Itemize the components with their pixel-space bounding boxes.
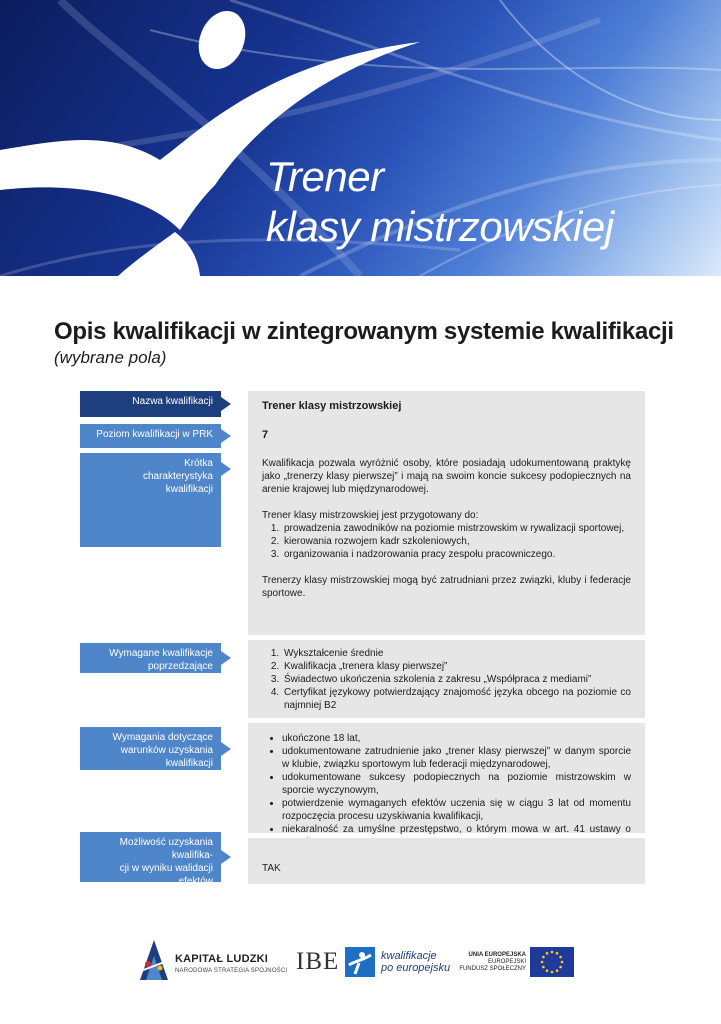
value-prk-level: 7 xyxy=(248,420,645,449)
hero-banner xyxy=(0,0,721,276)
label-line: poprzedzające xyxy=(147,661,213,672)
label-line: cji w wyniku walidacji efektów xyxy=(119,863,213,887)
label-short-description xyxy=(80,453,221,547)
kapital-ludzki-subtitle: NARODOWA STRATEGIA SPÓJNOŚCI xyxy=(175,968,288,974)
list-item: 1. Wykształcenie średnie xyxy=(282,647,631,660)
duties-list xyxy=(262,522,631,561)
ibe-logo-text: IBE xyxy=(296,948,340,975)
label-line: Krótka xyxy=(184,458,213,469)
value-validation: TAK xyxy=(248,838,645,884)
list-item: • niekaralność za umyślne przestępstwo, o którym mowa w art. 41 ustawy o xyxy=(282,823,631,849)
list-item: 2. Kwalifikacja „trenera klasy pierwszej” xyxy=(282,660,631,673)
list-item: 4. Certyfikat językowy potwierdzający znajomość języka obcego na poziomie co najmniej B2 xyxy=(282,686,631,712)
value-conditions xyxy=(248,723,645,833)
label-line: warunków uzyskania xyxy=(120,745,213,756)
label-qualification-name xyxy=(80,391,221,417)
eu-line-1: UNIA EUROPEJSKA xyxy=(468,952,526,958)
list-item: • ukończone 18 lat, xyxy=(282,732,631,745)
eu-flag-icon xyxy=(530,947,574,977)
label-validation xyxy=(80,832,221,900)
value-short-description xyxy=(248,449,645,635)
hero-title-line-2: klasy mistrzowskiej xyxy=(266,203,614,250)
list-item: • potwierdzenie wymaganych efektów uczenia się w ciągu 3 lat od momentu rozpoczęcia procesu uzyskiwania kwalifikacji, xyxy=(282,797,631,823)
list-item: • udokumentowane zatrudnienie jako „trener klasy pierwszej” w danym sporcie w klubie, związku sportowym lub federacji międzynarodowej, xyxy=(282,745,631,771)
label-line: Wymagane kwalifikacje xyxy=(109,648,213,659)
label-text: Poziom kwalifikacji w PRK xyxy=(96,429,213,440)
list-item: 3. Świadectwo ukończenia szkolenia z zakresu „Współpraca z mediami” xyxy=(282,673,631,686)
page-subtitle: (wybrane pola) xyxy=(54,348,167,367)
kwalifikacje-logo-icon xyxy=(345,947,375,977)
kpe-line-1: kwalifikacje xyxy=(381,950,437,962)
list-item: • udokumentowane sukcesy podopiecznych na poziomie mistrzowskim w sporcie wyczynowym, xyxy=(282,771,631,797)
hero-title xyxy=(266,152,614,252)
list-item: 2. kierowania rozwojem kadr szkoleniowych, xyxy=(282,535,631,548)
description-paragraph-1: Kwalifikacja pozwala wyróżnić osoby, które posiadają udokumentowaną praktykę jako „trenerzy klasy pierwszej” i mają na swoim koncie sukcesy podopiecznych na arenie krajowej lub międzynarodowej. xyxy=(262,458,631,495)
label-line: charakterystyka xyxy=(142,471,213,482)
label-conditions xyxy=(80,727,221,770)
kwalifikacje-logo-text xyxy=(381,950,450,974)
label-line: Możliwość uzyskania kwalifika- xyxy=(119,837,213,861)
value-required-qualifications xyxy=(248,640,645,718)
kapital-ludzki-logo-icon xyxy=(136,938,172,984)
label-prk-level xyxy=(80,424,221,448)
eu-line-2: EUROPEJSKI xyxy=(487,959,526,965)
conditions-list xyxy=(262,732,631,849)
page-title: Opis kwalifikacji w zintegrowanym systemie kwalifikacji xyxy=(54,318,674,345)
description-paragraph-3: Trenerzy klasy mistrzowskiej mogą być zatrudniani przez związki, kluby i federacje sportowe. xyxy=(262,575,631,599)
required-list xyxy=(262,647,631,712)
kpe-line-2: po europejsku xyxy=(381,962,451,974)
label-line: kwalifikacji xyxy=(165,484,213,495)
value-qualification-name: Trener klasy mistrzowskiej xyxy=(248,391,645,420)
label-required-qualifications xyxy=(80,643,221,673)
eu-fund-text xyxy=(444,952,526,973)
label-line: wcześniejszego uczenia się xyxy=(90,889,213,900)
hero-title-line-1: Trener xyxy=(266,153,384,200)
kapital-ludzki-title: KAPITAŁ LUDZKI xyxy=(175,953,269,965)
list-item: 3. organizowania i nadzorowania pracy zespołu pracowniczego. xyxy=(282,548,631,561)
label-line: Wymagania dotyczące xyxy=(112,732,213,743)
list-item: 1. prowadzenia zawodników na poziomie mistrzowskim w rywalizacji sportowej, xyxy=(282,522,631,535)
eu-line-3: FUNDUSZ SPOŁECZNY xyxy=(459,966,526,972)
label-text: Nazwa kwalifikacji xyxy=(132,396,213,407)
description-paragraph-2: Trener klasy mistrzowskiej jest przygotowany do: xyxy=(262,510,479,521)
label-line: kwalifikacji xyxy=(165,758,213,769)
